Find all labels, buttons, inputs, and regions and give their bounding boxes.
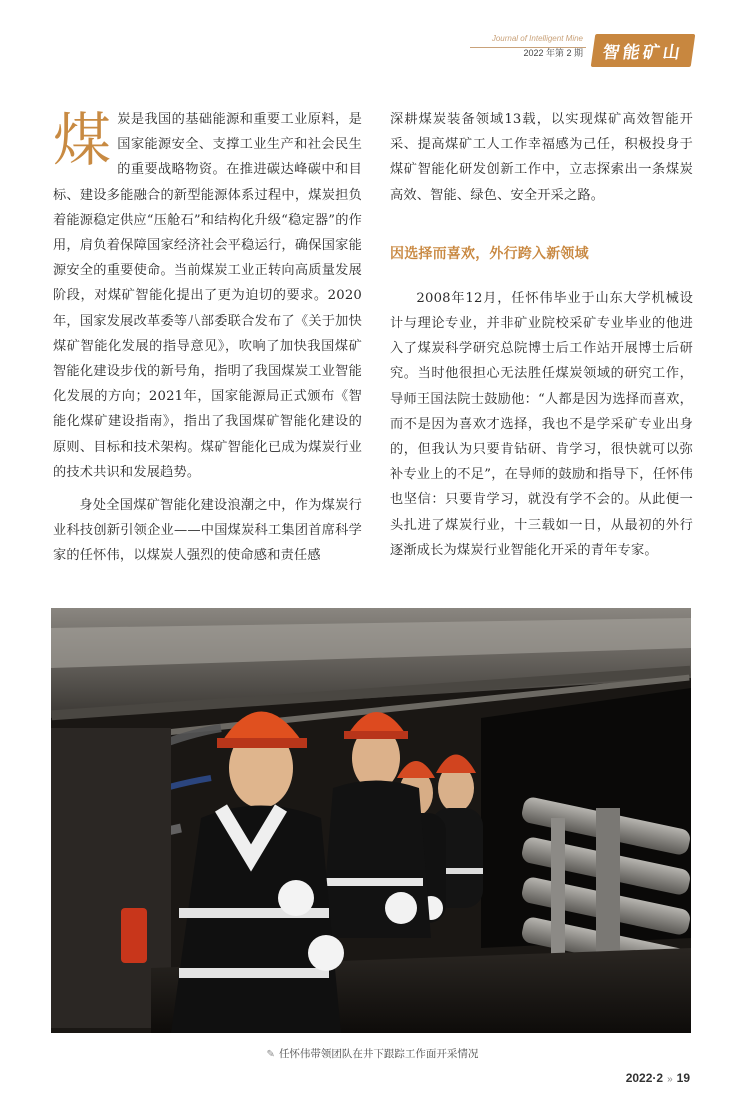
article-paragraph-1	[53, 107, 362, 485]
article-paragraph-2: 身处全国煤矿智能化建设浪潮之中，作为煤炭行业科技创新引领企业——中国煤炭科工集团首席科学家的任怀伟，以煤炭人强烈的使命感和责任感	[53, 498, 362, 564]
dropcap: 煤	[53, 106, 112, 174]
mine-team-photo-illustration	[51, 608, 691, 1033]
header-divider	[470, 47, 586, 48]
page-number: 19	[676, 1071, 690, 1085]
pencil-icon: ✎	[266, 1049, 275, 1060]
photo-caption	[0, 1046, 745, 1061]
chevron-right-icon: »	[667, 1074, 673, 1085]
journal-english-title: Journal of Intelligent Mine	[491, 34, 583, 43]
section-heading: 因选择而喜欢，外行跨入新领域	[390, 245, 589, 262]
journal-issue: 2022 年第 2 期	[523, 48, 583, 58]
paragraph-1-text: 炭是我国的基础能源和重要工业原料，是国家能源安全、支撑工业生产和社会民生的重要战略物资。在推进碳达峰碳中和目标、建设多能融合的新型能源体系过程中，煤炭担负着能源稳定供应“压舱石”和结构化升级“稳定器”的作用，肩负着保障国家经济社会平稳运行，确保国家能源安全的重要使命。当前煤炭工业正转向高质量发展阶段，对煤矿智能化提出了更为迫切的要求。2020年，国家发展改革委等八部委联合发布了《关于加快煤矿智能化发展的指导意见》，吹响了加快我国煤矿智能化建设步伐的新号角，指明了我国煤炭工业智能化发展的方向；2021年，国家能源局正式颁布《智能化煤矿建设指南》，指出了我国煤矿智能化建设的原则、目标和技术架构。煤矿智能化已成为煤炭行业的技术共识和发展趋势。	[53, 112, 362, 480]
article-left-column	[53, 107, 362, 569]
article-photo	[51, 608, 691, 1033]
footer-issue: 2022·2	[625, 1071, 664, 1085]
photo-caption-text: 任怀伟带领团队在井下跟踪工作面开采情况	[278, 1048, 479, 1060]
page-footer	[626, 1071, 690, 1085]
journal-header	[492, 34, 693, 67]
journal-brand-logo: 智能矿山	[591, 34, 696, 67]
article-paragraph-continued: 深耕煤炭装备领域13载，以实现煤矿高效智能开采、提高煤矿工人工作幸福感为己任，积极投身于煤矿智能化研发创新工作中，立志探索出一条煤炭高效、智能、绿色、安全开采之路。	[390, 112, 693, 203]
article-paragraph-3: 2008年12月，任怀伟毕业于山东大学机械设计与理论专业，并非矿业院校采矿专业毕业的他进入了煤炭科学研究总院博士后工作站开展博士后研究。当时他很担心无法胜任煤炭领域的研究工作，导师王国法院士鼓励他：“人都是因为选择而喜欢，而不是因为喜欢才选择，我也不是学采矿专业出身的，但我认为只要肯钻研、肯学习，很快就可以弥补专业上的不足”，在导师的鼓励和指导下，任怀伟也坚信：只要肯学习，就没有学不会的。从此便一头扎进了煤炭行业，十三载如一日，从最初的外行逐渐成长为煤炭行业智能化开采的青年专家。	[390, 290, 693, 558]
article-right-column	[390, 107, 693, 563]
